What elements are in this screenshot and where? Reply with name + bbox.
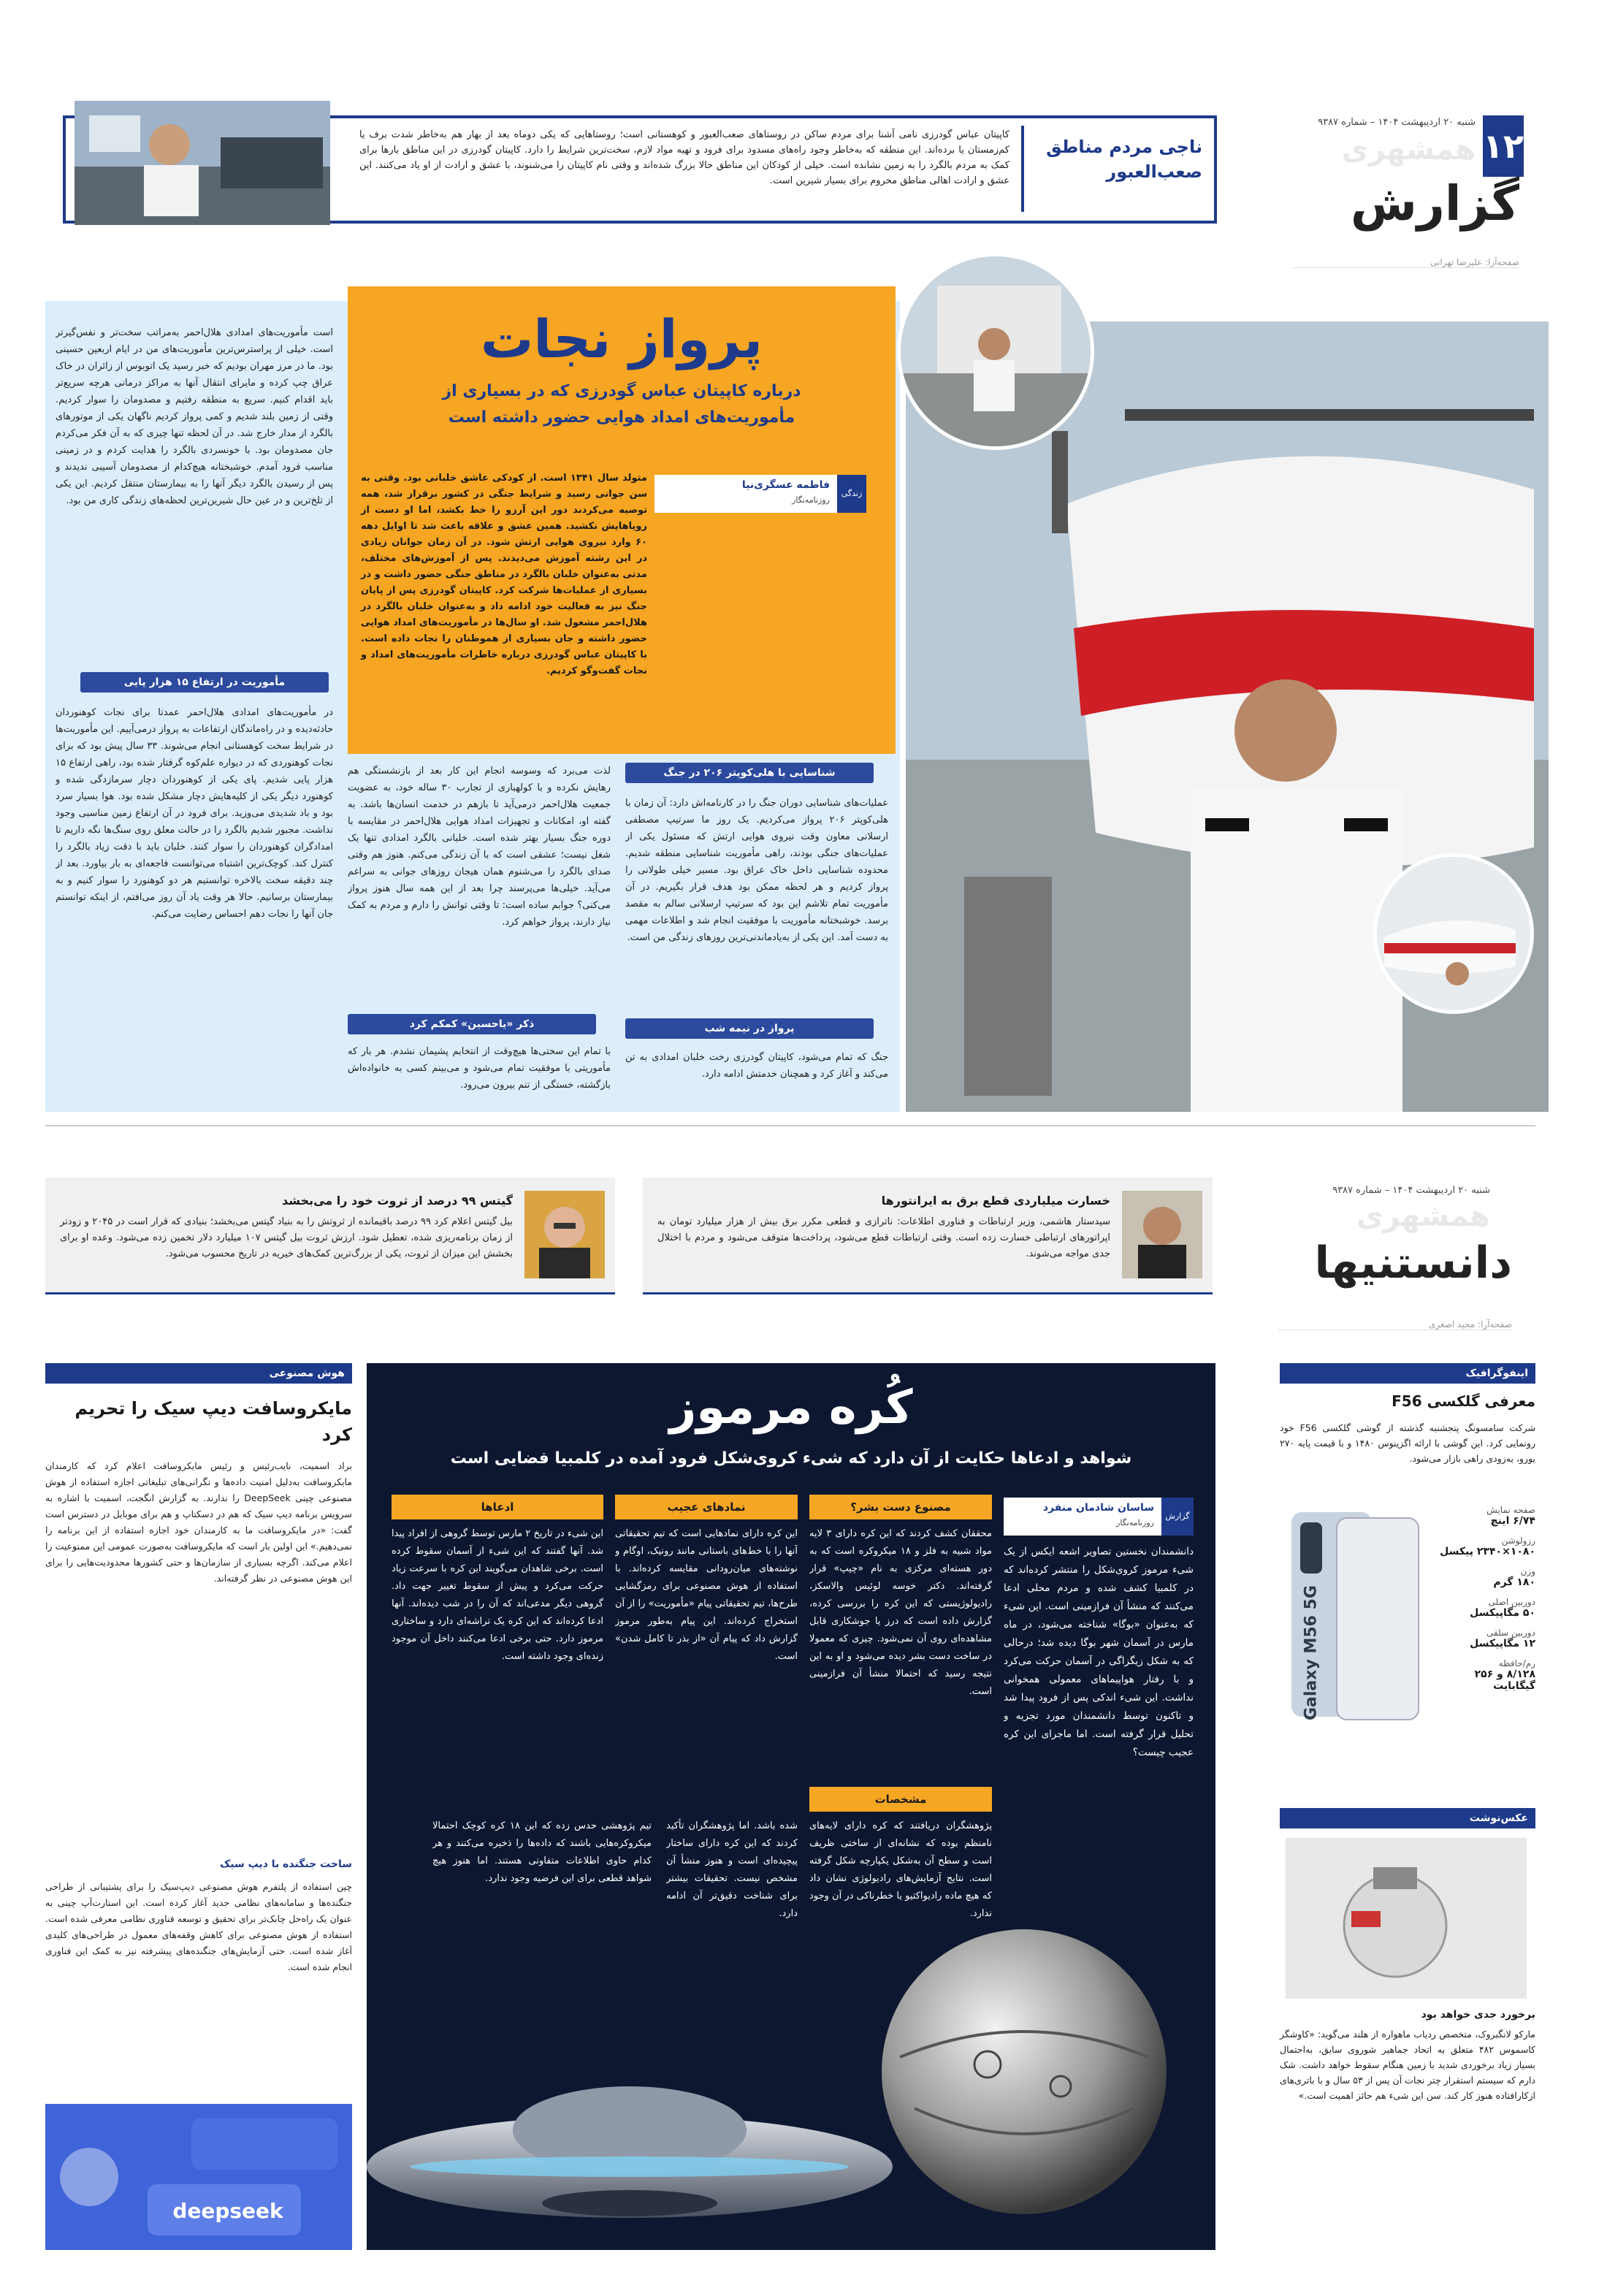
- ufo-illustration: [323, 2043, 893, 2254]
- lead-paragraph: متولد سال ۱۳۴۱ است. از کودکی عاشق خلبانی بود. وقتی به سن جوانی رسید و شرایط جنگی در کشور برقرار شد، همه توصیه می‌کردند دور این آرزو را خط بکشد، اما او دست از رویاهایش نکشید. همین عشق و علاقه باعث شد تا اوایل دهه ۶۰ وارد نیروی هوایی ارتش شود. در آن زمان جوانان زیادی در این رشته آموزش می‌دیدند. پس از آموزش‌های مختلف، مدتی به‌عنوان خلبان بالگرد در مناطق جنگی حضور داشت و در بسیاری از عملیات‌ها شرکت کرد. کاپیتان گودرزی پس از پایان جنگ نیز به فعالیت خود ادامه داد و به‌عنوان خلبان بالگرد در هلال‌احمر مشغول شد. او سال‌ها در مأموریت‌های امداد هوایی حضور داشته و جان بسیاری از هموطنان را نجات داده است. با کاپیتان عباس گودرزی درباره خاطرات مأموریت‌های امداد و نجات گفت‌وگو کردیم.: [361, 473, 647, 676]
- top-box-title-line1: ناجی مردم مناطق: [1046, 137, 1202, 157]
- mystery-column-4: پژوهشگران دریافتند که کره دارای لایه‌های نامنظم بوده که نشانه‌ای از ساختی ظریف است و سطح آن به‌شکل یکپارچه شکل گرفته است. نتایج آزمایش‌های رادیولوژی نشان داد که هیچ ماده رادیواکتیو یا خطرناکی در آن وجود ندارد.: [809, 1820, 992, 1919]
- ai-news-body: براد اسمیت، نایب‌رئیس و رئیس مایکروسافت اعلام کرد که کارمندان مایکروسافت به‌دلیل امنیت داده‌ها و نگرانی‌های تبلیغاتی اجازه استفاده از هوش مصنوعی چینی DeepSeek را ندارند. به گزارش انگجت، اسمیت با اشاره به سرویس برنامه دیپ سیک که هم در دسکتاپ و هم برای موبایل در دسترس است گفت: «در مایکروسافت ما به کارمندان خود اجازه استفاده از این برنامه را نمی‌دهیم.» این اولین بار است که مایکروسافت به‌صورت عمومی این ممنوعیت را اعلام می‌کند. اگرچه بسیاری از سازمان‌ها و حتی کشورها محدودیت‌هایی را برای این هوش مصنوعی در نظر گرفته‌اند.: [45, 1460, 352, 1584]
- deepseek-logo-image: [45, 2104, 352, 2250]
- tag-specs: مشخصات: [809, 1787, 992, 1812]
- top-feature-box: [63, 115, 1217, 224]
- date-line: شنبه ۲۰ اردیبهشت ۱۴۰۴ – شماره ۹۳۸۷: [1318, 117, 1476, 128]
- photo-note-title: برخورد جدی خواهد بود: [1421, 2009, 1535, 2021]
- photo-note-caption: مارکو لانگبروک، متخصص ردیاب ماهواره از هلند می‌گوید: «کاوشگر کاسموس ۴۸۲ متعلق به اتحاد جماهیر شوروی سابق، به‌احتمال بسیار زیاد برخوردی شدید با زمین هنگام سقوط خواهد داشت. شک دارم که سیستم استقرار چتر نجات آن پس از ۵۳ سال و با باتری‌های ازکارافتاده هنوز کار کند. سن این شیء هم حائز اهمیت است.»: [1280, 2029, 1536, 2101]
- article-column-left-2: جنگ که تمام می‌شود، کاپیتان گودرزی رخت خلبان امدادی به تن می‌کند و آغاز کرد و همچنان خدمتش ادامه دارد.: [625, 1052, 888, 1080]
- page-divider: [45, 1125, 1535, 1126]
- mystery-column-5: شده باشد. اما پژوهشگران تأکید کردند که این کره دارای ساختار پیچیده‌ای است و هنوز منشأ آن مشخص نیست. تحقیقات بیشتر برای شناخت دقیق‌تر آن ادامه دارد.: [666, 1820, 798, 1919]
- page-knowledge: [0, 1140, 1607, 2296]
- news-brief-gates: [45, 1178, 615, 1294]
- headline-box: [348, 286, 896, 754]
- news-brief-gates-title: گیتس ۹۹ درصد از ثروت خود را می‌بخشد: [282, 1194, 513, 1208]
- article-column-right: است مأموریت‌های امدادی هلال‌احمر به‌مراتب سخت‌تر و نفس‌گیرتر است. خیلی از پراسترس‌ترین مأموریت‌های من در ایام اربعین حسینی بود. ما در مرز مهران بودیم که خبر رسید یک اتوبوس از زائران در خاک عراق چپ کرده و مایرای انتقال آنها به مراکز درمانی هرچه سریع‌تر باید اقدام کنیم. سریع به منطقه رفتیم و مصدومان را سوار کردیم. وقتی از زمین بلند شدیم و کمی پرواز کردیم ناگهان یکی از موتورهای بالگرد از مدار خارج شد. در آن لحظه تنها چیزی که به آن فکر می‌کردم جان مصدومان بود. با خونسردی بالگرد را هدایت کردم و در زمینی مناسب فرود آمدم. خوشبختانه هیچ‌کدام از مصدومان آسیبی ندیدند و پس از رسیدن بالگرد دیگر آنها را به بیمارستان منتقل کردیم. این یکی از تلخ‌ترین و در عین حال شیرین‌ترین لحظه‌های زندگی کاری من بود.: [56, 327, 333, 506]
- subhead-midnight-flight: پرواز در نیمه شب: [625, 1018, 874, 1039]
- page-report: [0, 0, 1607, 1140]
- mystery-byline: [1004, 1498, 1194, 1536]
- mystery-byline-role: روزنامه‌نگار: [1116, 1518, 1154, 1528]
- pilot-cockpit-photo: [75, 101, 330, 225]
- minister-photo: [1122, 1191, 1202, 1278]
- editor-line: صفحه‌آرا: علیرضا تهرانی: [1293, 257, 1519, 268]
- byline: [654, 475, 866, 513]
- subheadline: درباره کاپیتان عباس گودرزی که در بسیاری از مأموریت‌های امداد هوایی حضور داشته است: [442, 382, 801, 427]
- byline-role: روزنامه‌نگار: [792, 495, 830, 505]
- ai-news-body-2: چین استفاده از پلتفرم هوش مصنوعی دیپ‌سیک را برای پشتیبانی از طراحی جنگنده‌ها و سامانه‌های نظامی جدید آغاز کرده است. این استارت‌آپ چینی به عنوان یک راه‌حل چابک‌تر برای تحقیق و توسعه فناوری نظامی معرفی شده است. استفاده از هوش مصنوعی برای کاهش وقفه‌های معمول در طراحی‌های کلیدی آغاز شده است. حتی آزمایش‌های جنگنده‌های پیشرفته نیز به کمک این فناوری انجام شده است.: [45, 1881, 352, 1972]
- bill-gates-photo: [524, 1191, 605, 1278]
- kosmos-probe-photo: [1286, 1838, 1527, 1999]
- subhead-helicopter-206: شناسایی با هلی‌کوپتر ۲۰۶ در جنگ: [625, 763, 874, 783]
- tag-strange-symbols: نمادهای عجیب: [615, 1495, 798, 1519]
- news-brief-power: [643, 1178, 1213, 1294]
- helicopter-inset: [1373, 853, 1534, 1014]
- spec-item: رزولوشن ۱۰۸۰×۲۳۴۰ پیکسل: [1440, 1536, 1535, 1557]
- phone-illustration: [1286, 1505, 1424, 1724]
- news-brief-gates-body: بیل گیتس اعلام کرد ۹۹ درصد باقیمانده از ثروتش را به بنیاد گیتس می‌بخشد؛ بنیادی که قرار است در ۲۰۴۵ و زودتر از زمان برنامه‌ریزی شده، تعطیل شود. ارزش ثروت بیل گیتس ۱۰۷ میلیارد دلار تخمین زده می‌شود. وعده او برای بخشش این میزان از ثروت، یکی از بزرگ‌ترین کمک‌های خیریه در تاریخ محسوب می‌شود.: [60, 1216, 513, 1259]
- phone-label: Galaxy M56 5G: [1302, 1585, 1321, 1721]
- brand-watermark: همشهری: [1341, 133, 1476, 167]
- mystery-lead: دانشمندان نخستین تصاویر اشعه ایکس از یک شیء مرموز کروی‌شکل را منتشر کرده‌اند که در کلمبیا کشف شده و مردم محلی ادعا می‌کنند که منشأ آن فرازمینی است. این شیء که به‌عنوان «بوگا» شناخته می‌شود، در ماه مارس در آسمان شهر بوگا دیده شد؛ درحالی که به شکل زیگزاگی در آسمان حرکت می‌کرد و با رفتار هواپیماهای معمولی همخوانی نداشت. این شیء اندکی پس از فرود پیدا شد و تاکنون توسط دانشمندان مورد تجزیه و تحلیل قرار گرفته است. اما ماجرای این کره عجیب چیست؟: [1004, 1546, 1194, 1758]
- infographic-tag: اینفوگرافیک: [1280, 1363, 1535, 1384]
- date-line-2: شنبه ۲۰ اردیبهشت ۱۴۰۴ – شماره ۹۳۸۷: [1332, 1185, 1490, 1196]
- mystery-byline-tag: گزارش: [1161, 1498, 1194, 1536]
- mystery-column-3: این شیء در تاریخ ۲ مارس توسط گروهی از افراد پیدا شد. آنها گفتند که این شیء از آسمان سقوط کرده است. برخی شاهدان می‌گویند این کره با سرعت زیاد حرکت می‌کرد و پیش از سقوط تغییر جهت داد. گروهی دیگر مدعی‌اند که آن را در شب دیده‌اند. آنها ادعا کرده‌اند که این کره یک تراشه‌ای دارد و ساختاری مرموز دارد. حتی برخی ادعا می‌کنند داخل آن موجود زنده‌ای وجود داشته است.: [392, 1528, 603, 1662]
- top-box-title: [1034, 134, 1202, 184]
- ai-news-subhead: ساخت جنگنده با دیپ سیک: [219, 1858, 352, 1870]
- subhead-altitude: مأموریت در ارتفاع ۱۵ هزار پایی: [80, 672, 329, 693]
- tag-man-made: مصنوع دست بشر؟: [809, 1495, 992, 1519]
- editor-line-2: صفحه‌آرا: مجید اصغری: [1278, 1319, 1512, 1330]
- subhead-ya-hossein: ذکر «یاحسین» کمکم کرد: [348, 1014, 596, 1034]
- spec-item: دوربین اصلی ۵۰ مگاپیکسل: [1470, 1597, 1535, 1619]
- spec-item: رم/حافظه ۸/۱۲۸ و ۲۵۶ گیگابایت: [1474, 1658, 1535, 1692]
- brand-watermark-2: همشهری: [1356, 1200, 1490, 1233]
- mystery-column-6: تیم پژوهشی حدس زده که این ۱۸ کره کوچک احتمالا میکروکره‌هایی باشند که داده‌ها را ذخیره می‌کنند و هر کدام حاوی اطلاعات متفاوتی هستند. اما هنوز هیچ شواهد قطعی برای این فرضیه وجود ندارد.: [432, 1820, 652, 1884]
- mystery-byline-name: ساسان شادمان منفرد: [1042, 1502, 1154, 1514]
- news-brief-power-title: خسارت میلیاردی قطع برق به ایرانتورها: [881, 1194, 1110, 1208]
- infographic-title: معرفی گلکسی F56: [1392, 1392, 1535, 1410]
- byline-tag: زندگی: [837, 475, 866, 513]
- section-title-2: دانستنیها: [1314, 1237, 1512, 1289]
- headline: پرواز نجات: [480, 308, 763, 370]
- mystery-subheadline: شواهد و ادعاها حکایت از آن دارد که شیء کروی‌شکل فرود آمده در کلمبیا فضایی است: [450, 1449, 1132, 1468]
- photo-note-tag: عکس‌نوشت: [1280, 1808, 1535, 1828]
- top-box-title-line2: صعب‌العبور: [1106, 161, 1202, 182]
- ai-news-tag: هوش مصنوعی: [45, 1363, 352, 1384]
- article-column-left: عملیات‌های شناسایی دوران جنگ را در کارنامه‌اش دارد: آن زمان با هلی‌کوپتر ۲۰۶ پرواز می‌کردیم. یک روز ما سرتیپ مصطفی ارسلانی معاون وقت نیروی هوایی ارتش که مسئول یکی از عملیات‌های جنگی بودند، راهی مأموریت شناسایی منطقه شدیم. محدوده شناسایی داخل خاک عراق بود. مسیر خیلی طولانی را پرواز کردیم و هر لحظه ممکن بود هدف قرار بگیریم. در آن مأموریت تمام تلاشم این بود که سرتیپ ارسلانی سالم به مقصد برسد. خوشبختانه مأموریت با موفقیت انجام شد و اطلاعات مهمی به دست آمد. این یکی از به‌یادماندنی‌ترین روزهای زندگی من است.: [625, 798, 888, 943]
- ai-news-title: مایکروسافت دیپ سیک را تحریم کرد: [75, 1398, 352, 1445]
- pilot-portrait-inset: [897, 253, 1094, 450]
- spec-item: دوربین سلفی ۱۲ مگاپیکسل: [1470, 1628, 1535, 1649]
- top-box-body: کاپیتان عباس گودرزی نامی آشنا برای مردم ساکن در روستاهای صعب‌العبور و کوهستانی است؛ روستاهایی که یکی دوماه بعد از بهار هم به‌خاطر شدت برف یا کم‌زمستان یا برده‌اند. این منطقه که به‌خاطر وجود راه‌های مسدود برای فرود و تهیه مواد لازم، سخت‌ترین شرایط را دارد. کاپیتان گودرزی در این مناطق بارها برای کمک به مردم بالگرد را به زمین نشانده است. خیلی از کودکان این مناطق حالا بزرگ شده‌اند و وقتی نام کاپیتان را می‌شنوند، با عشق و ارادت از او یاد می‌کنند. این عشق و ارادت اهالی مناطق محروم برای بسیار شیرین است.: [359, 129, 1009, 186]
- mystery-column-2: این کره دارای نمادهایی است که تیم تحقیقاتی آنها را با خط‌های باستانی مانند رونیک، اوگام و نوشته‌های میان‌رودانی مقایسه کرده‌اند. با استفاده از هوش مصنوعی برای رمزگشایی طرح‌ها، تیم تحقیقاتی پیام «مأموریت» را از آن استخراج کرده‌اند. این پیام به‌طور مرموز گزارش داد که پیام آن «از بذر تا کامل شدن» است.: [615, 1528, 798, 1662]
- article-column-middle-2: با تمام این سختی‌ها هیچ‌وقت از انتخابم پشیمان نشدم. هر بار که مأموریتی با موفقیت تمام می‌شود و می‌بینم کسی به خانواده‌اش بازگشته، خستگی از تنم بیرون می‌رود.: [348, 1046, 611, 1091]
- section-title: گزارش: [1350, 175, 1519, 232]
- news-brief-power-body: سیدستار هاشمی، وزیر ارتباطات و فناوری اطلاعات: ناترازی و قطعی مکرر برق بیش از هزار میلیارد تومان به اپراتورهای ارتباطی خسارت زده است. وقتی ارتباطات قطع می‌شود، پرداخت‌ها متوقف می‌شود و مردم با اختلال جدی مواجه می‌شوند.: [657, 1216, 1110, 1259]
- deepseek-logo-text: deepseek: [172, 2199, 283, 2223]
- mystery-headline: کُره مرموز: [669, 1381, 913, 1435]
- article-column-right-2: در مأموریت‌های امدادی هلال‌احمر عمدتا برای نجات کوهنوردان حادثه‌دیده و در راه‌ماندگان ارتفاعات به پرواز درمی‌آییم. این مأموریت‌ها در شرایط سخت کوهستانی انجام می‌شوند. ۳۳ سال پیش بود که برای نجات کوهنوردی که در دیواره علم‌کوه گرفتار شده بود، راهی ارتفاع ۱۵ هزار پایی شدیم. پای یکی از کوهنوردان دچار سرمازدگی شده و کوهنورد دیگر یکی از کلیه‌هایش دچار مشکل شده بود. هوا بسیار سرد بود و باد شدیدی می‌وزید. برای فرود در آن ارتفاع زمین مناسبی وجود نداشت. مجبور شدیم بالگرد را در حالت معلق روی سنگ‌ها نگه داریم تا امدادگران کوهنوردان را سوار کنند. خلبان باید با دقت زیاد بالگرد را کنترل کند. کوچک‌ترین اشتباه می‌توانست فاجعه‌ای به بار بیاورد. بعد از چند دقیقه سخت بالاخره توانستیم هر دو کوهنورد را سوار کنیم و به بیمارستان برسانیم. حالا هر وقت یاد آن روز می‌افتم، از اینکه توانستم جان آنها را نجات دهم احساس رضایت می‌کنم.: [56, 707, 333, 920]
- mystery-sphere-feature: [367, 1363, 1215, 2250]
- page-number: ۱۲: [1483, 115, 1524, 177]
- tag-claims: ادعاها: [392, 1495, 603, 1519]
- spec-item: صفحه نمایش ۶/۷۴ اینچ: [1486, 1505, 1535, 1527]
- mystery-sphere-image: [871, 1918, 1177, 2225]
- byline-name: فاطمه عسگری‌نیا: [741, 479, 830, 491]
- spec-list: [1432, 1505, 1535, 1701]
- mystery-column-1: محققان کشف کردند که این کره دارای ۳ لایه مواد شبیه به فلز و ۱۸ میکروکره است که به دور هسته‌ای مرکزی به نام «چیپ» قرار گرفته‌اند. دکتر خوسه لوئیس والاسکز، رادیولوژیستی که این کره را بررسی کرده، گزارش داده است که درز یا جوشکاری قابل مشاهده‌ای روی آن نمی‌شود. چیزی که معمولا در ساخت دست بشر دیده می‌شود و او به این نتیجه رسید که احتمالا منشأ آن فرازمینی است.: [809, 1528, 992, 1697]
- article-column-middle: لذت می‌برد که وسوسه انجام این کار بعد از بازنشستگی هم رهایش نکرده و با کولهباری از تجارب ۳۰ ساله خود، به عضویت جمعیت هلال‌احمر درمی‌آید تا بازهم در خدمت انسان‌ها باشد. به گفته او، امکانات و تجهیزات امداد هوایی هلال‌احمر در مقایسه با دوره جنگ بسیار بهتر شده است. خلبانی بالگرد امدادی تنها یک شغل نیست؛ عشقی است که با آن زندگی می‌کنم. هنوز هم وقتی صدای بالگرد را می‌شنوم همان هیجان روزهای جوانی به سراغم می‌آید. خیلی‌ها می‌پرسند چرا بعد از این همه سال هنوز پرواز می‌کنی؟ جوابم ساده است: تا وقتی توانش را دارم و مردم به کمک نیاز دارند، پرواز خواهم کرد.: [348, 766, 611, 928]
- spec-item: وزن ۱۸۰ گرم: [1493, 1566, 1535, 1588]
- infographic-intro: شرکت سامسونگ پنجشنبه گذشته از گوشی گلکسی F56 خود رونمایی کرد. این گوشی با ارائه اگزینوس ۱۴۸۰ و با قیمت پایه ۲۷۰ یورو، به‌زودی راهی بازار می‌شود.: [1280, 1422, 1535, 1464]
